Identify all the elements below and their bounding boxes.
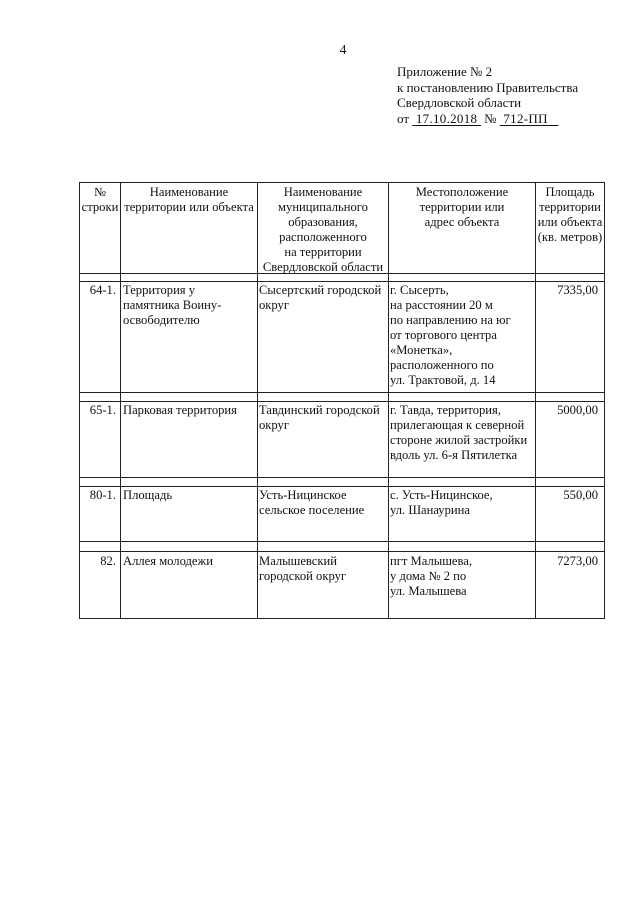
row-3-name: Площадь — [123, 488, 173, 502]
appendix-date-line — [397, 111, 632, 127]
row-2-area: 5000,00 — [557, 403, 598, 417]
row-1-area: 7335,00 — [557, 283, 598, 297]
row-4-area: 7273,00 — [557, 554, 598, 568]
row-2-municipality: Тавдинский городской округ — [259, 403, 380, 432]
header-location: Местоположение территории или адрес объекта — [415, 185, 509, 229]
territories-table — [79, 182, 605, 619]
header-number: № строки — [81, 185, 119, 214]
appendix-region-line: Свердловской области — [397, 95, 522, 110]
row-3-municipality: Усть-Ницинское сельское поселение — [259, 488, 365, 517]
decree-number: 712-ПП — [503, 110, 548, 126]
number-prefix: № — [484, 110, 497, 126]
header-municipality: Наименование муниципального образования, расположенного на территории Свердловской области — [262, 185, 384, 274]
row-4-name: Аллея молодежи — [123, 554, 213, 568]
row-4-location: пгт Малышева, у дома № 2 по ул. Малышева — [390, 554, 473, 598]
decree-date: 17.10.2018 — [415, 110, 478, 126]
appendix-title: Приложение № 2 — [397, 64, 493, 79]
row-1-number: 64-1. — [89, 283, 116, 297]
appendix-decree-line: к постановлению Правительства — [397, 79, 579, 95]
row-3-number: 80-1. — [89, 488, 116, 502]
row-4-number: 82. — [100, 554, 116, 568]
header-area: Площадь территории или объекта (кв. метров) — [537, 185, 603, 244]
row-2-name: Парковая территория — [123, 403, 237, 417]
row-3-area: 550,00 — [563, 488, 598, 502]
header-territory-name: Наименование территории или объекта — [124, 185, 254, 214]
row-3-location: с. Усть-Ницинское, ул. Шанаурина — [390, 488, 493, 517]
date-prefix: от — [397, 110, 410, 126]
row-2-location: г. Тавда, территория, прилегающая к северной стороне жилой застройки вдоль ул. 6-я Пятилетка — [390, 403, 528, 462]
row-2-number: 65-1. — [89, 403, 116, 417]
page-number: 4 — [339, 42, 347, 57]
row-4-municipality: Малышевский городской округ — [259, 554, 347, 583]
row-1-location: г. Сысерть, на расстоянии 20 м по направлению на юг от торгового центра «Монетка», расположенного по ул. Трактовой, д. 14 — [390, 283, 511, 387]
row-1-name: Территория у памятника Воину- освободителю — [123, 283, 222, 327]
row-1-municipality: Сысертский городской округ — [259, 283, 382, 312]
appendix-block — [397, 64, 632, 126]
